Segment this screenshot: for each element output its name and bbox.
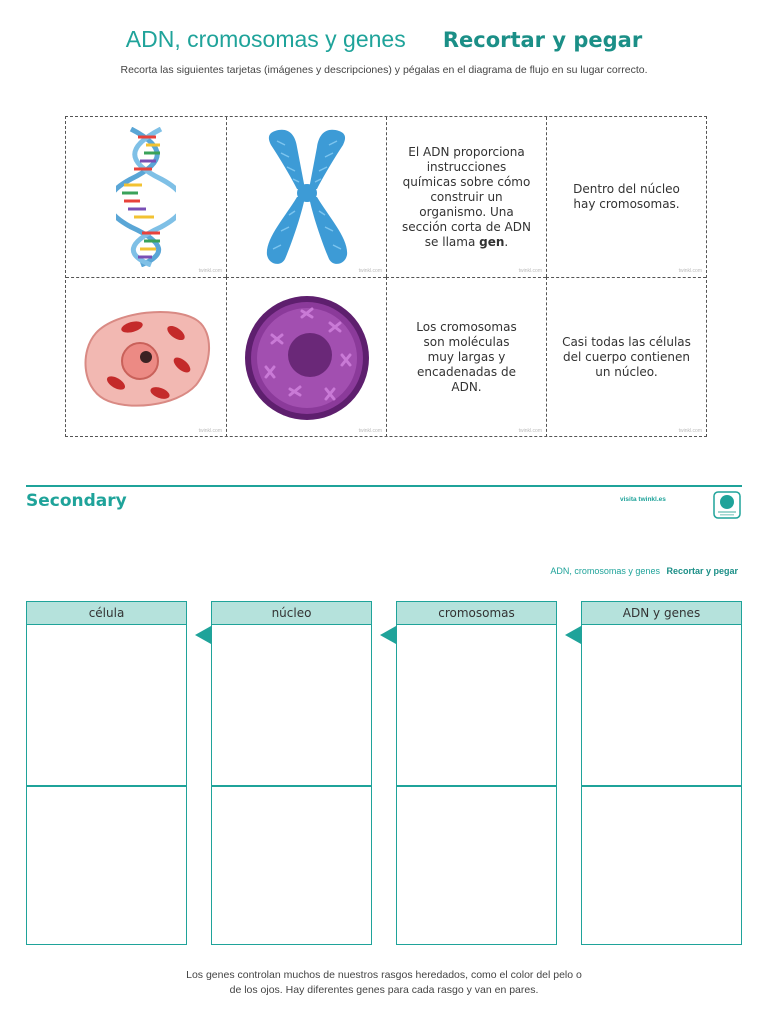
flow-column-nucleo (211, 601, 372, 945)
column-header: célula (27, 602, 186, 625)
card-text: Los cromosomas son moléculas muy largas y encadenadas de ADN. (416, 320, 517, 394)
watermark: twinkl.com (678, 268, 702, 274)
card-chromosome-image[interactable] (226, 117, 386, 277)
page2-header-bold: Recortar y pegar (666, 566, 738, 576)
instructions: Recorta las siguientes tarjetas (imágenes y descripciones) y pégalas en el diagrama de flujo en su lugar correcto. (120, 64, 648, 76)
cut-out-cards (65, 116, 707, 437)
card-nucleus-image[interactable] (226, 277, 386, 437)
card-text: Dentro del núcleo hay cromosomas. (573, 182, 680, 211)
card-text: El ADN proporciona instrucciones químicas sobre cómo construir un organismo. Una sección corta de ADN se llama gen. (402, 144, 531, 249)
watermark: twinkl.com (358, 428, 382, 434)
column-header: cromosomas (397, 602, 556, 625)
arrow-left-icon (380, 626, 396, 644)
genes-note: Los genes controlan muchos de nuestros rasgos heredados, como el color del pelo o de los ojos. Hay diferentes genes para cada rasgo y van en pares. (186, 969, 582, 996)
arrow-left-icon (195, 626, 211, 644)
card-chromosome-description[interactable] (386, 277, 546, 437)
card-cell-image[interactable] (66, 277, 226, 437)
visit-link[interactable]: visita twinkl.es (620, 496, 666, 503)
card-dna-image[interactable] (66, 117, 226, 277)
card-nucleus-description[interactable] (546, 117, 706, 277)
title-main: ADN, cromosomas y genes (125, 26, 406, 52)
cell-nucleus-image (242, 293, 372, 423)
animal-cell-image (76, 303, 216, 413)
watermark: twinkl.com (518, 268, 542, 274)
title-subtitle: Recortar y pegar (442, 28, 643, 52)
chromosome-image (257, 127, 357, 267)
watermark: twinkl.com (198, 428, 222, 434)
page2-header-title: ADN, cromosomas y genes (550, 566, 660, 576)
column-divider (582, 785, 741, 787)
dna-helix-image (116, 127, 176, 267)
watermark: twinkl.com (358, 268, 382, 274)
card-dna-description[interactable] (386, 117, 546, 277)
column-header: núcleo (212, 602, 371, 625)
page-title (0, 26, 768, 53)
page2-header (400, 566, 738, 576)
brand-label: Secondary (26, 491, 127, 511)
flow-column-adn-genes (581, 601, 742, 945)
column-divider (397, 785, 556, 787)
arrow-left-icon (565, 626, 581, 644)
watermark: twinkl.com (678, 428, 702, 434)
column-header: ADN y genes (582, 602, 741, 625)
footer-divider (26, 485, 742, 487)
column-divider (212, 785, 371, 787)
card-text: Casi todas las células del cuerpo contienen un núcleo. (562, 335, 691, 379)
twinkl-badge-icon (712, 490, 742, 520)
flow-column-cromosomas (396, 601, 557, 945)
column-divider (27, 785, 186, 787)
watermark: twinkl.com (518, 428, 542, 434)
flow-column-celula (26, 601, 187, 945)
card-cell-description[interactable] (546, 277, 706, 437)
watermark: twinkl.com (198, 268, 222, 274)
